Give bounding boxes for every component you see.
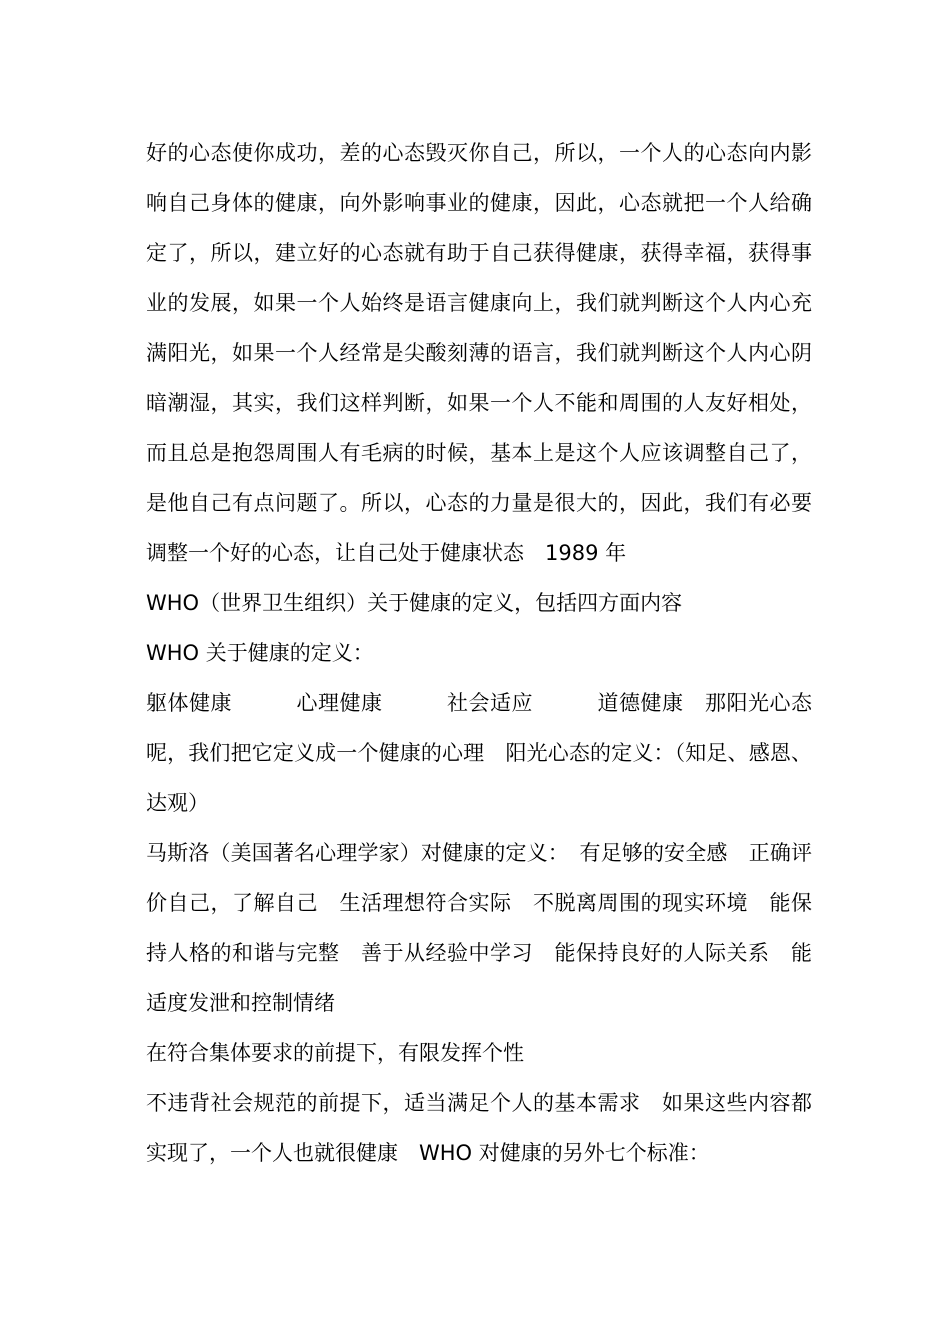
paragraph-who-intro: WHO（世界卫生组织）关于健康的定义，包括四方面内容 (146, 591, 683, 615)
paragraph-social-norms: 不违背社会规范的前提下，适当满足个人的基本需求 如果这些内容都实现了，一个人也就很健康 WHO 对健康的另外七个标准： (146, 1091, 812, 1165)
paragraph-maslow: 马斯洛（美国著名心理学家）对健康的定义： 有足够的安全感 正确评价自己，了解自己 生活理想符合实际 不脱离周围的现实环境 能保持人格的和谐与完整 善于从经验中学习 能保持良好的人际关系 能适度发泄和控制情绪 (146, 841, 812, 1015)
paragraph-mindset: 好的心态使你成功，差的心态毁灭你自己，所以，一个人的心态向内影响自己身体的健康，向外影响事业的健康，因此，心态就把一个人给确定了，所以，建立好的心态就有助于自己获得健康，获得幸福，获得事业的发展，如果一个人始终是语言健康向上，我们就判断这个人内心充满阳光，如果一个人经常是尖酸刻薄的语言，我们就判断这个人内心阴暗潮湿，其实，我们这样判断，如果一个人不能和周围的人友好相处，而且总是抱怨周围人有毛病的时候，基本上是这个人应该调整自己了，是他自己有点问题了。所以，心态的力量是很大的，因此，我们有必要调整一个好的心态，让自己处于健康状态 1989 年 (146, 141, 812, 565)
paragraph-four-aspects: 躯体健康 心理健康 社会适应 道德健康 那阳光心态呢，我们把它定义成一个健康的心理 阳光心态的定义：（知足、感恩、达观） (146, 691, 812, 815)
paragraph-individuality: 在符合集体要求的前提下，有限发挥个性 (146, 1041, 524, 1065)
body-text (146, 128, 812, 1178)
paragraph-who-definition: WHO 关于健康的定义： (146, 641, 374, 665)
